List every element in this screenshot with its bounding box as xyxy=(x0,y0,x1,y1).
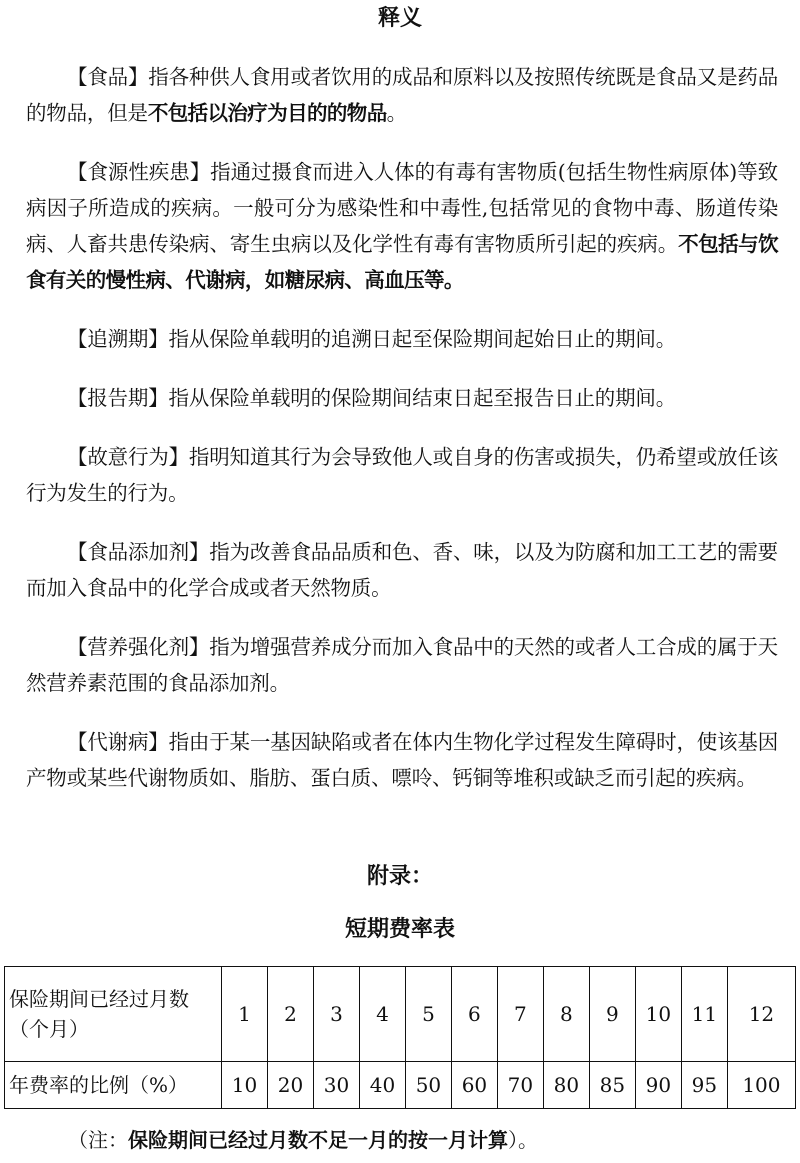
definition-term: 【食品】 xyxy=(67,65,149,89)
definition-food xyxy=(26,59,778,131)
table-cell-rate: 60 xyxy=(451,1062,497,1109)
table-cell-month: 9 xyxy=(589,967,635,1062)
definition-term: 【营养强化剂】 xyxy=(67,635,210,659)
definition-food-additive xyxy=(26,534,778,606)
table-cell-month: 1 xyxy=(222,967,268,1062)
definition-tail: 。 xyxy=(386,101,407,125)
table-cell-month: 2 xyxy=(267,967,313,1062)
table-cell-rate: 70 xyxy=(497,1062,543,1109)
table-cell-month: 4 xyxy=(359,967,405,1062)
definition-emphasis: 不包括以治疗为目的的物品 xyxy=(147,101,387,125)
definition-term: 【代谢病】 xyxy=(67,730,169,754)
table-cell-rate: 90 xyxy=(635,1062,681,1109)
definition-term: 【报告期】 xyxy=(67,386,169,410)
table-cell-rate: 10 xyxy=(222,1062,268,1109)
appendix-title: 附录： xyxy=(366,864,433,889)
definition-intentional-act xyxy=(26,439,778,511)
note-suffix: ）。 xyxy=(508,1128,538,1152)
definition-nutrition-fortifier xyxy=(26,629,778,701)
table-row-months xyxy=(5,967,796,1062)
table-cell-rate: 20 xyxy=(267,1062,313,1109)
table-cell-rate: 30 xyxy=(313,1062,359,1109)
definition-retroactive-period xyxy=(26,321,778,357)
definition-term: 【追溯期】 xyxy=(67,327,169,351)
table-cell-month: 10 xyxy=(635,967,681,1062)
table-cell-rate: 95 xyxy=(681,1062,727,1109)
table-cell-month: 12 xyxy=(727,967,795,1062)
row-header-months: 保险期间已经过月数（个月） xyxy=(5,967,222,1062)
note-emphasis: 保险期间已经过月数不足一月的按一月计算 xyxy=(128,1128,508,1152)
definition-term: 【食源性疾患】 xyxy=(67,160,211,184)
note-prefix: （注： xyxy=(68,1128,128,1152)
table-cell-month: 11 xyxy=(681,967,727,1062)
short-term-rate-table xyxy=(4,966,796,1109)
definition-text: 指为增强营养成分而加入食品中的天然的或者人工合成的属于天然营养素范围的食品添加剂。 xyxy=(26,635,778,695)
table-cell-month: 6 xyxy=(451,967,497,1062)
definition-text: 指从保险单载明的追溯日起至保险期间起始日止的期间。 xyxy=(168,327,676,351)
table-cell-rate: 80 xyxy=(543,1062,589,1109)
definition-emphasis: 不包括与饮食有关的慢性病、代谢病，如糖尿病、高血压等。 xyxy=(26,232,778,292)
definition-text: 指为改善食品品质和色、香、味，以及为防腐和加工工艺的需要而加入食品中的化学合成或者天然物质。 xyxy=(26,540,778,600)
definition-reporting-period xyxy=(26,380,778,416)
table-cell-rate: 40 xyxy=(359,1062,405,1109)
definition-term: 【食品添加剂】 xyxy=(67,540,210,564)
table-cell-month: 7 xyxy=(497,967,543,1062)
row-header-rates: 年费率的比例（%） xyxy=(5,1062,222,1109)
table-cell-month: 5 xyxy=(405,967,451,1062)
table-note xyxy=(68,1125,538,1155)
definitions-list xyxy=(26,59,778,819)
definition-text: 指从保险单载明的保险期间结束日起至报告日止的期间。 xyxy=(168,386,676,410)
definitions-title: 释义 xyxy=(377,6,422,31)
definition-foodborne-disease xyxy=(26,154,778,298)
definition-text: 指通过摄食而进入人体的有毒有害物质(包括生物性病原体)等致病因子所造成的疾病。一般可分为感染性和中毒性,包括常见的食物中毒、肠道传染病、人畜共患传染病、寄生虫病以及化学性有毒有害物质所引起的疾病。 xyxy=(26,160,778,256)
table-title: 短期费率表 xyxy=(344,917,455,942)
table-cell-rate: 50 xyxy=(405,1062,451,1109)
table-cell-month: 8 xyxy=(543,967,589,1062)
definition-text: 指各种供人食用或者饮用的成品和原料以及按照传统既是食品又是药品的物品，但是 xyxy=(26,65,778,125)
table-cell-rate: 85 xyxy=(589,1062,635,1109)
table-cell-rate: 100 xyxy=(727,1062,795,1109)
table-row-rates xyxy=(5,1062,796,1109)
table-cell-month: 3 xyxy=(313,967,359,1062)
definition-text: 指明知道其行为会导致他人或自身的伤害或损失，仍希望或放任该行为发生的行为。 xyxy=(26,445,778,505)
definition-term: 【故意行为】 xyxy=(67,445,189,469)
definition-text: 指由于某一基因缺陷或者在体内生物化学过程发生障碍时，使该基因产物或某些代谢物质如、脂肪、蛋白质、嘌呤、钙铜等堆积或缺乏而引起的疾病。 xyxy=(26,730,779,790)
definition-metabolic-disease xyxy=(26,724,778,796)
